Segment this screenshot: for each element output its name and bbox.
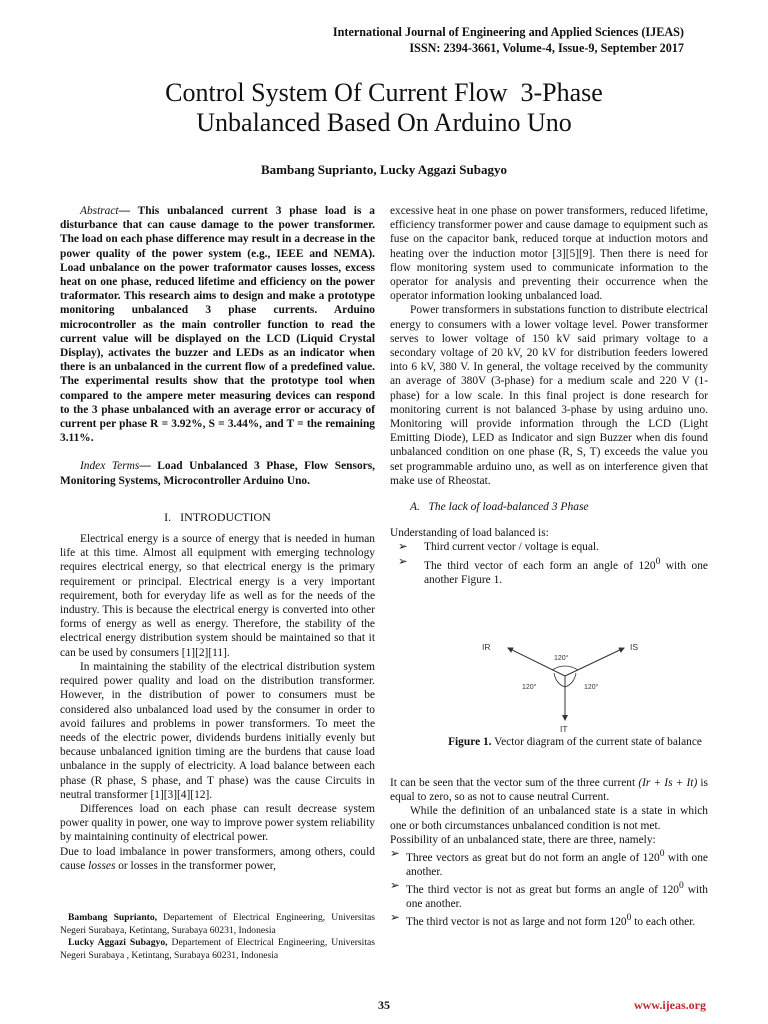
u3-text: The third vector is not as large and not form 120 [406,916,627,929]
footnote-2-name: Lucky Aggazi Subagyo, [68,937,168,949]
unbalanced-list [390,847,708,929]
right-column-lower [390,776,708,929]
label-ir: IR [482,642,491,652]
u3-text-end: to each other. [631,916,696,929]
intro-p4-text-end: or losses in the transformer power, [115,859,276,872]
authors: Bambang Suprianto, Lucky Aggazi Subagyo [261,162,507,177]
label-angle-left: 120° [522,684,537,691]
abstract-label: Abstract [80,205,119,217]
col2-paragraph-3 [390,776,708,804]
footnotes [60,912,375,962]
list-item [390,879,708,911]
footnote-1-name: Bambang Suprianto, [68,912,158,923]
index-terms [60,459,375,487]
arrow-bullet-icon: ➢ [390,848,400,861]
left-column [60,204,375,873]
intro-paragraph-2: In maintaining the stability of the electrical distribution system required power quality and load on the distribution transformer. However, in the distribution of power to consumers must be considered also unbalanced load used by the consumer in order to avoid failures and problems in power transformers. To meet the needs of the electric power, dividends burdens initially evenly but because unbalanced ignition timing are the burdens that cause load unbalance in the supply of electricity. A load balance between each phase (R phase, S phase, and T phase) was the cause Circuits in neutral transformer [1][3][4][12]. [60,660,375,801]
title-line-1: Control System Of Current Flow 3-Phase [165,78,603,107]
vector-is [565,648,624,676]
page-number: 35 [378,998,390,1012]
intro-paragraph-3: Differences load on each phase can result decrease system power quality in power, one way to improve power system reliability by maintaining continuity of electrical power. [60,802,375,844]
col2-paragraph-1: excessive heat in one phase on power transformers, reduced lifetime, efficiency transformer power and cause damage to equipment such as fuse on the capacitor bank, reduced torque at induction motors and heating over the induction motor [3][5][9]. Then there is need for flow monitoring system used to communicate information to the operator for analysis and preventing their occurrence when the operator information looking unbalanced load. [390,205,708,303]
col2-paragraph-4: While the definition of an unbalanced state is a state in which one or both circumstances unbalanced condition is not met. [390,805,708,832]
u1-text-end: with one another. [406,851,708,879]
title-line-2: Unbalanced Based On Arduino Uno [196,108,572,137]
p3-text-end: is equal to zero, so as not to cause neutral Current. [390,777,708,804]
col2-paragraph-2: Power transformers in substations function to distribute electrical energy to consumers with a lower voltage level. Power transformer serves to lower voltage of 150 kV said primary voltage to a secondary voltage of 20 kV, 20 kV for distribution feeders lowered into 6 kV, 380 V. In general, the voltage received by the community an average of 380V (3-phase) for a medium scale and 220 V (1-phase) for a low scale. In this final project is done research for monitoring current is not balanced 3-phase by using arduino uno. Monitoring will provide information through the LCD (Light Emitting Diode), LED as Indicator and sign Buzzer when dis found unbalanced condition on one phase (R, S, T) exceeds the value you set programmable arduino uno, as well as on interference given that make use of Rheostat. [390,304,708,487]
section-heading-introduction: I. INTRODUCTION [164,509,271,524]
bullet-1-text: Third current vector / voltage is equal. [424,541,599,554]
list-item [390,555,708,587]
footnote-1 [60,912,375,937]
index-terms-label: Index Terms [80,460,140,473]
abstract-text: — This unbalanced current 3 phase load is a disturbance that can cause damage to the power transformer. The load on each phase difference may result in a decrease in the power quality of the power system (e.g., IEEE and NEMA). Load unbalance on the power traformator causes losses, excess heat on one phase, reduced lifetime and efficiency on the power traformator. This research aims to design and make a prototype monitoring unbalanced 3 phase currents. Arduino microcontroller as the main controller function to read the current value will be displayed on the LCD (Liquid Crystal Display), activates the buzzer and LEDs as an indicator when there is an unbalanced in the current flow of a predefined value. The experimental results show that the prototype tool when compared to the ampere meter measuring devices can respond to the 3 phase unbalanced with an average error or accuracy of current per phase R = 3.92%, S = 3.44%, and T = the remaining 3.11%. [60,205,375,445]
label-is: IS [630,642,639,652]
arrow-bullet-icon: ➢ [390,880,400,893]
arrow-bullet-icon: ➢ [398,541,408,554]
figure-label: Figure 1. [448,736,492,748]
bullet-2-text: The third vector of each form an angle of 120 [424,559,656,572]
intro-p4-text: Due to load imbalance in power transformers, among others, could cause [60,845,375,872]
list-item [390,911,708,929]
footnote-2 [60,937,375,962]
abstract [60,204,375,445]
bullet-2-text-end: with one another Figure 1. [424,559,708,586]
u3-sup: 0 [626,913,632,924]
label-it: IT [560,724,568,734]
journal-name: International Journal of Engineering and Applied Sciences (IJEAS) [332,25,684,39]
paper-title [80,78,688,138]
right-column [390,204,708,587]
vector-diagram-figure [478,636,654,736]
p3-text: It can be seen that the vector sum of the three current [390,777,639,789]
vector-ir [508,648,565,676]
arrow-bullet-icon: ➢ [390,912,400,925]
subsection-heading: A. The lack of load-balanced 3 Phase [410,501,589,514]
u2-sup: 0 [679,881,684,892]
label-angle-right: 120° [584,684,599,691]
u1-sup: 0 [659,849,665,860]
journal-header [333,24,684,56]
u1-text: Three vectors as great but do not form an angle of 120 [406,851,660,864]
balanced-list [390,540,708,586]
bullet-2-sup: 0 [655,556,661,567]
angle-arc-top [552,666,578,670]
label-angle-top: 120° [554,655,569,662]
footnote-1-text: Departement of Electrical Engineering, Universitas Negeri Surabaya, Ketintang, Surabaya 60231, Indonesia [60,912,375,936]
figure-caption [440,735,710,749]
u2-text: The third vector is not as great but forms an angle of 120 [406,884,679,897]
col2-paragraph-5: Possibility of an unbalanced state, there are three, namely: [390,833,656,846]
understanding-text: Understanding of load balanced is: [390,527,549,540]
intro-paragraph-1: Electrical energy is a source of energy that is needed in human life at this time. Almost all equipment with emerging technology requires electrical energy, so that electrical energy is the primary requirement or principal. Electrical energy is a very important requirement, both for everyday life as well as for the needs of the industry. This is because the electrical energy is converted into other forms of energy as well as energy. Therefore, the stability of the electrical energy distribution system should be maintained so that it can be used by consumers [1][2][11]. [60,533,375,659]
journal-issn: ISSN: 2394-3661, Volume-4, Issue-9, September 2017 [409,41,684,55]
intro-p4-italic: losses [88,859,116,872]
footnote-2-text: Departement of Electrical Engineering, Universitas Negeri Surabaya , Ketintang, Surabaya 60231, Indonesia [60,937,375,961]
journal-website-link[interactable]: www.ijeas.org [634,998,706,1012]
figure-caption-text: Vector diagram of the current state of balance [491,736,702,748]
intro-paragraph-4 [60,845,375,873]
u2-text-end: with one another. [406,884,708,911]
arrow-bullet-icon: ➢ [398,555,408,568]
list-item [390,847,708,879]
list-item [390,540,708,554]
index-terms-text: — Load Unbalanced 3 Phase, Flow Sensors, Monitoring Systems, Microcontroller Arduino Uno. [60,460,375,487]
p3-italic: (Ir + Is + It) [638,777,698,789]
